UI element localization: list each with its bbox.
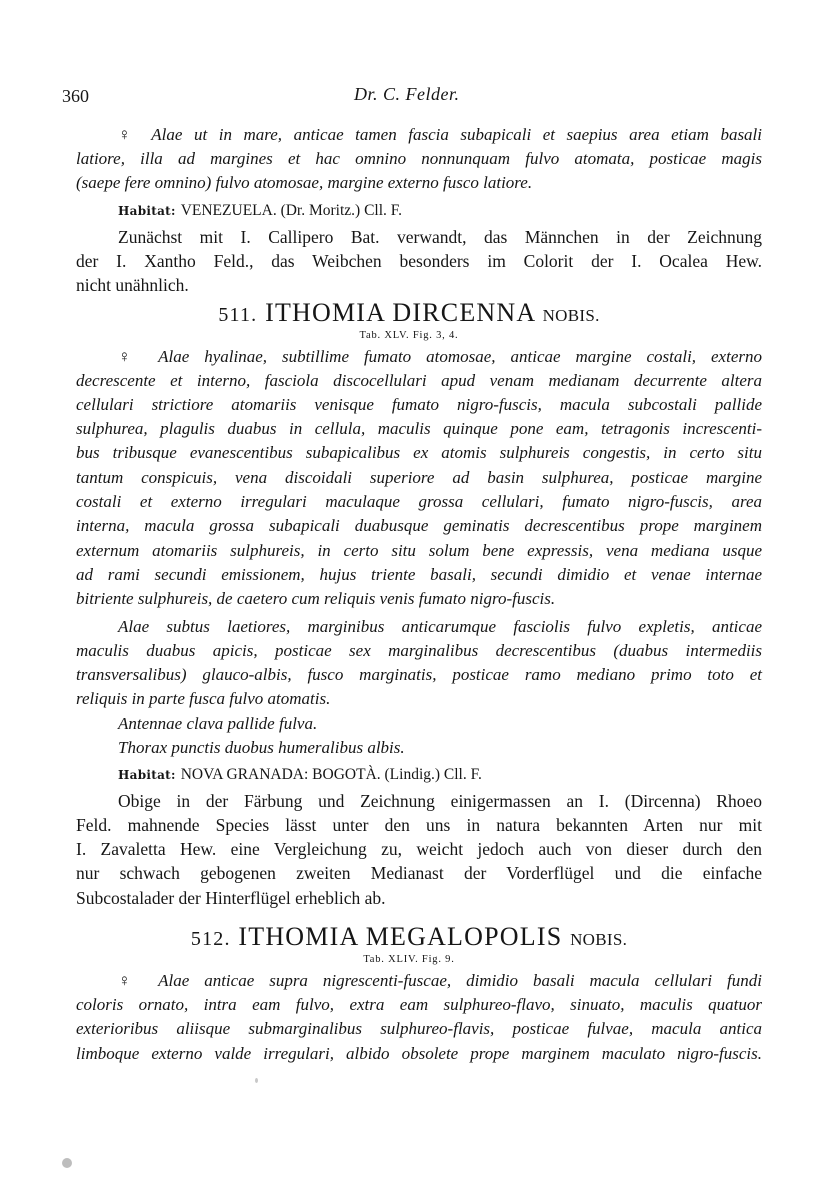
- underside-511-line: transversalibus) glauco-albis, fusco marginatis, posticae ramo mediano primo toto et: [76, 665, 762, 684]
- intro-line-2: latiore, illa ad margines et hac omnino nonnunquam fulvo atomata, posticae magis: [76, 149, 762, 168]
- female-sign-icon: ♀: [118, 125, 139, 144]
- desc-511-line: ♀ Alae hyalinae, subtillime fumato atomosae, anticae margine costali, externo: [118, 347, 762, 366]
- underside-511-line: maculis duabus apicis, posticae sex marginalibus decrescentibus (duabus intermediis: [76, 641, 762, 660]
- thorax-511: Thorax punctis duobus humeralibus albis.: [118, 738, 405, 757]
- scan-speck: [62, 1158, 72, 1168]
- remark-511-line: nur schwach gebogenen zweiten Medianast der Vorderflügel und die einfache: [76, 863, 762, 883]
- intro-remark-1: Zunächst mit I. Callipero Bat. verwandt, das Männchen in der Zeichnung: [118, 227, 762, 247]
- desc-511-line: bus tribusque evanescentibus subapicalibus ex atomis sulphureis congestis, in certo situ: [76, 443, 762, 462]
- desc-512-line: exterioribus aliisque submarginalibus sulphureo-flavis, posticae fulvae, macula antica: [76, 1019, 762, 1038]
- desc-511-line: tantum conspicuis, vena discoidali superiore ad basin sulphurea, posticae margine: [76, 468, 762, 487]
- page-number: 360: [62, 86, 89, 106]
- scan-speck: [255, 1078, 258, 1083]
- underside-511-line: reliquis in parte fusca fulvo atomatis.: [76, 689, 331, 708]
- desc-511-line: bitriente sulphureis, de caetero cum reliquis venis fumato nigro-fuscis.: [76, 589, 556, 608]
- intro-remark-2: der I. Xantho Feld., das Weibchen besonders im Colorit der I. Ocalea Hew.: [76, 251, 762, 271]
- remark-511-line: I. Zavaletta Hew. eine Vergleichung zu, weicht jedoch auch von dieser durch den: [76, 839, 762, 859]
- intro-remark-3: nicht unähnlich.: [76, 275, 189, 295]
- species-511-heading: 511. ITHOMIA DIRCENNA NOBIS.: [218, 298, 600, 327]
- desc-512-line: limboque externo valde irregulari, albido obsolete prope marginem maculato nigro-fuscis.: [76, 1044, 762, 1063]
- desc-511-line: ad rami secundi emissionem, hujus triente basali, secundi dimidio et venae internae: [76, 565, 762, 584]
- remark-511-line: Subcostalader der Hinterflügel erheblich ab.: [76, 888, 386, 908]
- intro-line-1: ♀ Alae ut in mare, anticae tamen fascia subapicali et saepius area etiam basali: [118, 125, 763, 144]
- desc-511-line: cellulari strictiore atomariis venisque fumato nigro-fuscis, macula subcostali pallide: [76, 395, 762, 414]
- desc-511-line: sulphurea, plagulis duabus in cellula, maculis quinque pone eam, tetragonis increscenti-: [76, 419, 762, 438]
- intro-line-3: (saepe fere omnino) fulvo atomosae, margine externo fusco latiore.: [76, 173, 533, 192]
- habitat-511: Habitat: NOVA GRANADA: BOGOTÀ. (Lindig.) Cll. F.: [118, 766, 482, 783]
- remark-511-line: Obige in der Färbung und Zeichnung einigermassen an I. (Dircenna) Rhoeo: [118, 791, 762, 811]
- species-512-plate: Tab. XLIV. Fig. 9.: [363, 954, 455, 965]
- desc-511-line: externum atomariis sulphureis, in certo situ solum bene expressis, vena mediana usque: [76, 541, 762, 560]
- antennae-511: Antennae clava pallide fulva.: [118, 714, 318, 733]
- remark-511-line: Feld. mahnende Species lässt unter den uns in natura bekannten Arten nur mit: [76, 815, 762, 835]
- desc-511-line: interna, macula grossa subapicali duabusque geminatis decrescentibus prope marginem: [76, 516, 762, 535]
- desc-512-line: ♀ Alae anticae supra nigrescenti-fuscae, dimidio basali macula cellulari fundi: [118, 971, 762, 990]
- habitat-intro: Habitat: VENEZUELA. (Dr. Moritz.) Cll. F.: [118, 202, 403, 219]
- desc-511-line: costali et externo irregulari maculaque grossa cellulari, fumato nigro-fuscis, area: [76, 492, 762, 511]
- female-sign-icon: ♀: [118, 347, 142, 366]
- species-512-heading: 512. ITHOMIA MEGALOPOLIS NOBIS.: [190, 922, 628, 951]
- female-sign-icon: ♀: [118, 971, 142, 990]
- species-511-plate: Tab. XLV. Fig. 3, 4.: [359, 330, 459, 341]
- running-head: Dr. C. Felder.: [354, 84, 460, 104]
- underside-511-line: Alae subtus laetiores, marginibus anticarumque fasciolis fulvo expletis, anticae: [118, 617, 762, 636]
- desc-511-line: decrescente et interno, fasciola discocellulari apud venam medianam decurrente altera: [76, 371, 762, 390]
- desc-512-line: coloris ornato, intra eam fulvo, extra eam sulphureo-flavo, sinuato, maculis quatuor: [76, 995, 762, 1014]
